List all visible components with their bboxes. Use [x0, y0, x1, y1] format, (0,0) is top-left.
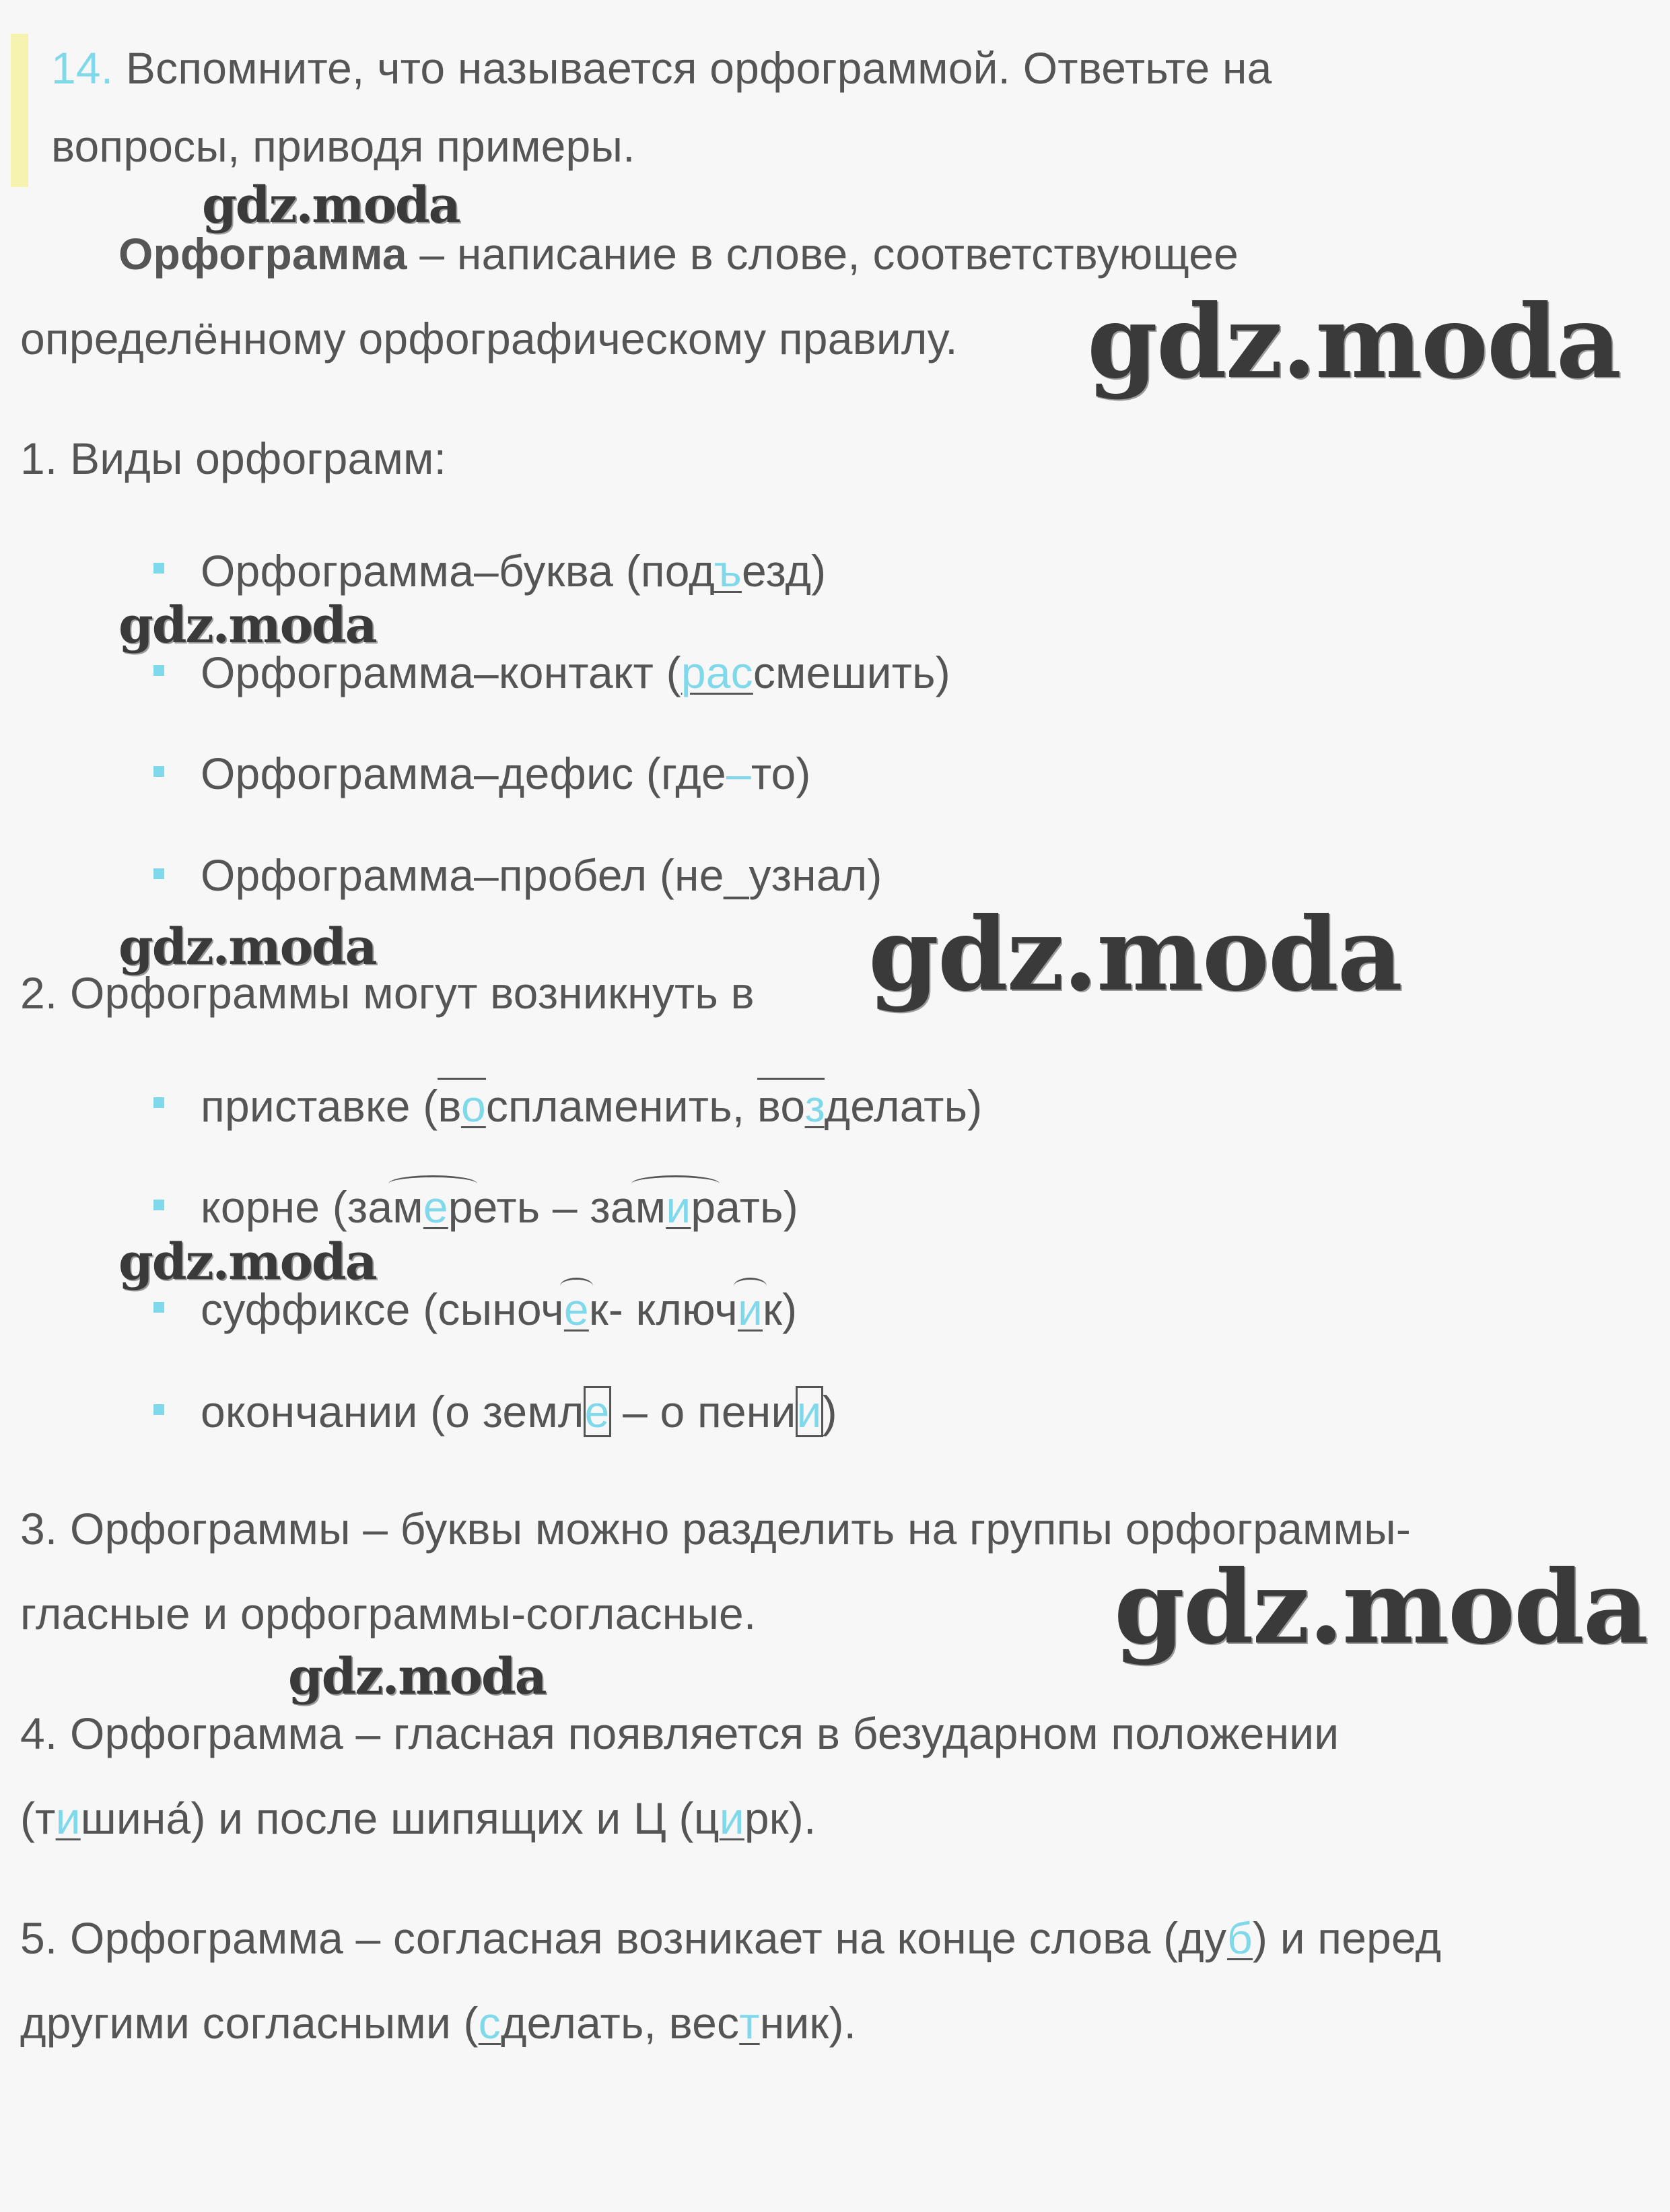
- section-3-line-1: 3. Орфограммы – буквы можно разделить на группы орфограммы-: [20, 1504, 1412, 1554]
- watermark: gdz.moda: [1087, 283, 1621, 401]
- item-mark: и: [796, 1387, 822, 1437]
- section-5-line-2: [20, 1998, 857, 2048]
- item-text: м: [635, 1182, 666, 1232]
- section-5-line-1: [20, 1913, 1442, 1963]
- item-text: (т: [20, 1793, 56, 1843]
- section-4-line-1: 4. Орфограмма – гласная появляется в безударном положении: [20, 1708, 1340, 1758]
- item-mark: рас: [681, 648, 753, 697]
- item-text: к): [763, 1284, 798, 1334]
- watermark: gdz.moda: [868, 895, 1402, 1014]
- item-text: Орфограмма–дефис (где: [201, 749, 726, 798]
- item-text: приставке (: [201, 1081, 438, 1131]
- item-mark: и: [55, 1793, 81, 1843]
- item-mark: с: [478, 1998, 501, 2048]
- item-text: другими согласными (: [20, 1998, 479, 2048]
- item-mark: б: [1226, 1913, 1253, 1963]
- item-text: ): [822, 1387, 837, 1437]
- item-mark: е: [584, 1387, 610, 1437]
- watermark: gdz.moda: [202, 176, 460, 234]
- item-text: м: [392, 1182, 423, 1232]
- bullet-icon: [153, 665, 164, 676]
- list-item: [201, 1081, 983, 1131]
- item-text: ать): [716, 1182, 798, 1232]
- question-line-1: [51, 43, 1272, 93]
- list-item: [201, 546, 827, 596]
- definition-text: – написание в слове, соответствующее: [407, 229, 1239, 279]
- item-text: во: [757, 1081, 805, 1131]
- watermark: gdz.moda: [288, 1648, 546, 1706]
- item-mark: –: [726, 749, 751, 798]
- prefix-overline: [757, 1078, 825, 1131]
- item-mark: и: [737, 1284, 763, 1334]
- item-text: – о пени: [610, 1387, 796, 1437]
- item-mark: о: [460, 1081, 486, 1131]
- definition-term: Орфограмма: [118, 229, 407, 279]
- list-item: [201, 650, 950, 695]
- item-text: к- ключ: [588, 1284, 738, 1334]
- bullet-icon: [153, 1302, 164, 1313]
- list-item: [201, 751, 811, 796]
- item-text: 5. Орфограмма – согласная возникает на конце слова (ду: [20, 1913, 1227, 1963]
- highlight-bar: [11, 34, 28, 187]
- item-text: смешить): [753, 648, 950, 697]
- item-mark: и: [719, 1793, 744, 1843]
- bullet-icon: [153, 868, 164, 879]
- item-text: то): [751, 749, 811, 798]
- watermark: gdz.moda: [1114, 1548, 1648, 1667]
- list-item: [201, 1182, 798, 1232]
- question-line-2: вопросы, приводя примеры.: [51, 121, 635, 171]
- section-4-line-2: [20, 1793, 816, 1843]
- list-item: [201, 1387, 837, 1437]
- watermark: gdz.moda: [118, 1233, 376, 1291]
- item-text: Орфограмма–контакт (: [201, 648, 681, 697]
- item-text: езд): [741, 546, 827, 596]
- question-text: Вспомните, что называется орфограммой. Ответьте на: [113, 43, 1272, 93]
- item-mark: е: [423, 1182, 448, 1232]
- watermark: gdz.moda: [118, 918, 376, 976]
- prefix-overline: [438, 1078, 485, 1131]
- section-3-line-2: гласные и орфограммы-согласные.: [20, 1589, 757, 1638]
- item-text: суффиксе (сыноч: [201, 1284, 564, 1334]
- root-arc: [392, 1182, 473, 1232]
- item-text: шина́) и после шипящих и Ц (ц: [80, 1793, 720, 1843]
- item-text: р: [691, 1182, 716, 1232]
- bullet-icon: [153, 1404, 164, 1415]
- item-mark: е: [563, 1284, 589, 1334]
- item-mark: и: [666, 1182, 691, 1232]
- section-1-title: 1. Виды орфограмм:: [20, 434, 447, 483]
- definition-line-2: определённому орфографическому правилу.: [20, 314, 958, 364]
- item-text: делать, вес: [500, 1998, 740, 2048]
- item-text: в: [438, 1081, 461, 1131]
- list-item: Орфограмма–пробел (не_узнал): [201, 850, 882, 900]
- item-text: рк).: [744, 1793, 816, 1843]
- bullet-icon: [153, 1200, 164, 1210]
- bullet-icon: [153, 563, 164, 574]
- item-text: Орфограмма–буква (под: [201, 546, 714, 596]
- watermark: gdz.moda: [118, 596, 376, 654]
- item-text: делать): [824, 1081, 983, 1131]
- item-text: р: [448, 1182, 473, 1232]
- bullet-icon: [153, 766, 164, 777]
- exercise-number: 14.: [51, 43, 114, 93]
- definition-line-1: [118, 229, 1239, 279]
- item-text: корне (за: [201, 1182, 393, 1232]
- item-text: ) и перед: [1252, 1913, 1442, 1963]
- item-mark: ъ: [714, 546, 742, 596]
- section-2-title: 2. Орфограммы могут возникнуть в: [20, 968, 755, 1018]
- bullet-icon: [153, 1097, 164, 1108]
- item-mark: т: [739, 1998, 760, 2048]
- item-text: окончании (о земл: [201, 1387, 584, 1437]
- root-arc: [635, 1182, 716, 1232]
- item-text: спламенить,: [485, 1081, 757, 1131]
- list-item: [201, 1284, 798, 1334]
- item-text: ник).: [759, 1998, 857, 2048]
- item-mark: з: [804, 1081, 825, 1131]
- item-text: еть – за: [473, 1182, 635, 1232]
